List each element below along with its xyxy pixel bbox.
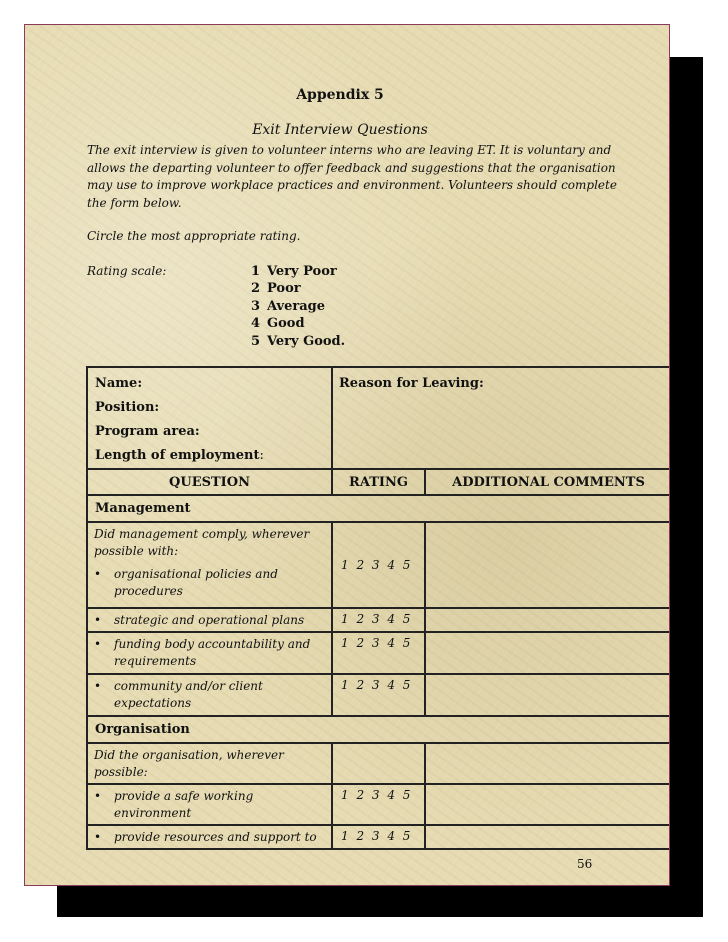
- section-title: Organisation: [87, 716, 670, 743]
- question-cell: [87, 825, 332, 849]
- question-header: QUESTION: [87, 469, 332, 495]
- rating-scale-item: 2 Poor: [251, 281, 301, 297]
- bullet-icon: •: [94, 613, 102, 627]
- rating-scale-item: 3 Average: [251, 298, 326, 314]
- question-cell: [87, 784, 332, 825]
- bullet-icon: •: [94, 637, 102, 651]
- rating-empty-cell: [332, 743, 425, 784]
- rating-scale-label: Rating scale:: [87, 264, 167, 278]
- question-lead: Did management comply, wherever possible with:: [94, 527, 310, 558]
- question-text: organisational policies and procedures: [114, 567, 278, 598]
- question-text: funding body accountability and requirements: [114, 637, 311, 668]
- question-cell: [87, 674, 332, 716]
- comments-cell[interactable]: [425, 743, 670, 784]
- question-text: provide a safe working environment: [114, 789, 254, 820]
- question-cell: [87, 522, 332, 608]
- comments-header: ADDITIONAL COMMENTS: [425, 469, 670, 495]
- rating-scale-list: [251, 263, 345, 350]
- bullet-icon: •: [94, 789, 102, 803]
- question-text: community and/or client expectations: [114, 679, 263, 710]
- document-page: [24, 24, 670, 886]
- rating-options[interactable]: 1 2 3 4 5: [332, 825, 425, 849]
- question-cell: [87, 608, 332, 632]
- comments-cell[interactable]: [425, 522, 670, 608]
- intro-paragraph: The exit interview is given to volunteer interns who are leaving ET. It is voluntary and allows the departing volunteer to offer feedback and suggestions that the organisation may use to improve workplace practices and environment. Volunteers should complete the form below.: [87, 143, 617, 210]
- rating-scale-item: 5 Very Good.: [251, 333, 346, 349]
- bullet-icon: •: [94, 830, 102, 844]
- bullet-icon: •: [94, 567, 102, 581]
- exit-interview-form: [86, 366, 670, 850]
- appendix-title: Appendix 5: [296, 87, 384, 103]
- question-cell: [87, 743, 332, 784]
- question-text: provide resources and support to: [114, 830, 317, 844]
- form-table: [86, 366, 670, 850]
- name-field[interactable]: Name:: [95, 376, 143, 391]
- rating-scale-item: 1 Very Poor: [251, 264, 337, 279]
- reason-for-leaving-field[interactable]: Reason for Leaving:: [332, 367, 670, 469]
- question-text: strategic and operational plans: [114, 613, 305, 627]
- question-cell: [87, 632, 332, 674]
- comments-cell[interactable]: [425, 825, 670, 849]
- rating-options[interactable]: 1 2 3 4 5: [332, 674, 425, 716]
- comments-cell[interactable]: [425, 784, 670, 825]
- position-field[interactable]: Position:: [95, 400, 160, 415]
- program-area-field[interactable]: Program area:: [95, 424, 200, 439]
- section-title: Management: [87, 495, 670, 522]
- rating-header: RATING: [332, 469, 425, 495]
- comments-cell[interactable]: [425, 674, 670, 716]
- rating-options[interactable]: 1 2 3 4 5: [332, 608, 425, 632]
- rating-options[interactable]: 1 2 3 4 5: [332, 522, 425, 608]
- bullet-icon: •: [94, 679, 102, 693]
- employee-info-cell: [87, 367, 332, 469]
- rating-options[interactable]: 1 2 3 4 5: [332, 632, 425, 674]
- comments-cell[interactable]: [425, 608, 670, 632]
- appendix-subtitle: Exit Interview Questions: [252, 122, 428, 138]
- rating-scale-item: 4 Good: [251, 316, 305, 332]
- page-number: 56: [577, 857, 593, 871]
- length-of-employment-field[interactable]: Length of employment:: [95, 448, 264, 463]
- instruction-text: Circle the most appropriate rating.: [87, 229, 301, 243]
- rating-options[interactable]: 1 2 3 4 5: [332, 784, 425, 825]
- comments-cell[interactable]: [425, 632, 670, 674]
- question-lead: Did the organisation, wherever possible:: [94, 748, 284, 779]
